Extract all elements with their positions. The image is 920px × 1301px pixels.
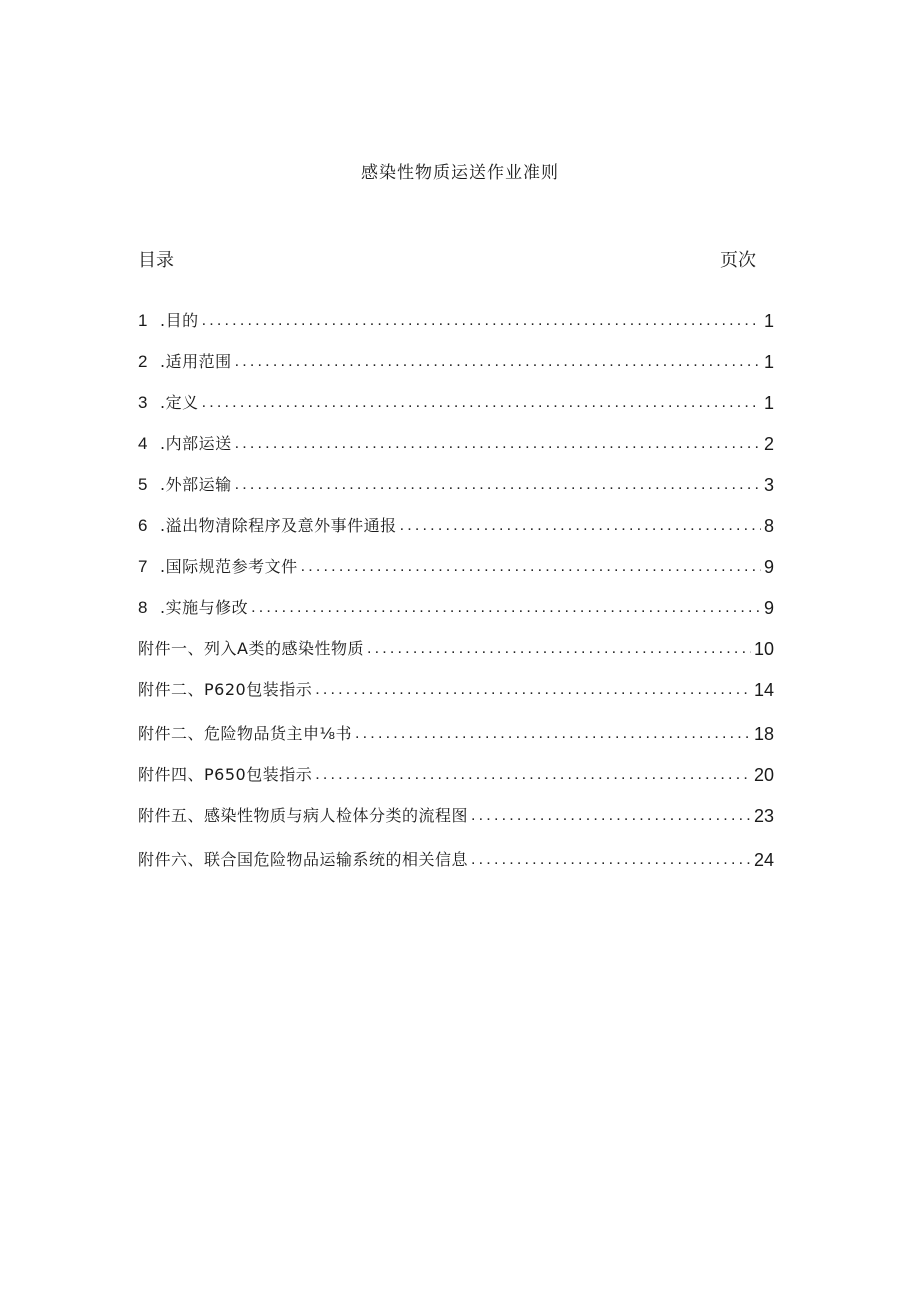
toc-leader-dots xyxy=(235,475,761,495)
toc-leader-dots xyxy=(471,850,751,870)
toc-entry-text: .溢出物清除程序及意外事件通报 xyxy=(160,516,397,535)
toc-entry-2[interactable] xyxy=(138,331,774,372)
toc-entry-page: 2 xyxy=(763,434,774,454)
toc-entry-text: .定义 xyxy=(160,393,199,412)
toc-entry-text: 附件五、感染性物质与病人检体分类的流程图 xyxy=(138,806,469,825)
toc-entry-text: .外部运输 xyxy=(160,475,232,494)
toc-entry-3[interactable] xyxy=(138,372,774,413)
toc-entry-page: 23 xyxy=(753,806,774,826)
toc-entry-page: 10 xyxy=(753,639,774,659)
toc-entry-5[interactable] xyxy=(138,454,774,495)
toc-leader-dots xyxy=(367,639,751,659)
toc-entry-text: .实施与修改 xyxy=(160,598,249,617)
toc-appendix-3[interactable] xyxy=(138,700,774,744)
toc-entry-text: 附件四、P650包装指示 xyxy=(138,765,313,784)
toc-leader-dots xyxy=(400,516,761,536)
toc-entry-number: 8 xyxy=(138,598,148,617)
toc-entry-number: 2 xyxy=(138,352,148,371)
toc-entry-page: 20 xyxy=(753,765,774,785)
toc-entry-page: 14 xyxy=(753,680,774,700)
toc-appendix-1[interactable] xyxy=(138,618,774,659)
toc-entry-text: 附件二、危险物品货主申⅛书 xyxy=(138,724,353,743)
toc-entry-4[interactable] xyxy=(138,413,774,454)
toc-entry-1[interactable] xyxy=(138,290,774,331)
toc-leader-dots xyxy=(355,724,751,744)
toc-leader-dots xyxy=(235,352,761,372)
toc-entry-page: 1 xyxy=(763,311,774,331)
toc-page-label: 页次 xyxy=(720,250,756,271)
toc-entry-8[interactable] xyxy=(138,577,774,618)
toc-entry-text: .适用范围 xyxy=(160,352,232,371)
document-title: 感染性物质运送作业准则 xyxy=(361,163,559,183)
toc-entry-7[interactable] xyxy=(138,536,774,577)
toc-entry-number: 3 xyxy=(138,393,148,412)
toc-header xyxy=(138,246,756,272)
toc-entry-text: 附件二、P620包装指示 xyxy=(138,680,313,699)
toc-entry-number: 5 xyxy=(138,475,148,494)
toc-entry-page: 24 xyxy=(753,850,774,870)
toc-appendix-5[interactable] xyxy=(138,785,774,826)
toc-appendix-4[interactable] xyxy=(138,744,774,785)
toc-leader-dots xyxy=(315,680,751,700)
toc-entry-page: 3 xyxy=(763,475,774,495)
toc-appendix-2[interactable] xyxy=(138,659,774,700)
toc-leader-dots xyxy=(235,434,761,454)
toc-entry-text: .内部运送 xyxy=(160,434,232,453)
toc-appendix-6[interactable] xyxy=(138,826,774,870)
toc-entry-text: .国际规范参考文件 xyxy=(160,557,298,576)
toc-leader-dots xyxy=(202,311,761,331)
toc-leader-dots xyxy=(202,393,761,413)
toc-entry-text: 附件六、联合国危险物品运输系统的相关信息 xyxy=(138,850,469,869)
toc-entry-number: 1 xyxy=(138,311,148,330)
table-of-contents xyxy=(138,290,774,870)
toc-leader-dots xyxy=(251,598,761,618)
toc-entry-6[interactable] xyxy=(138,495,774,536)
toc-entry-page: 8 xyxy=(763,516,774,536)
toc-entry-text: 附件一、列入A类的感染性物质 xyxy=(138,639,364,658)
toc-leader-dots xyxy=(315,765,751,785)
toc-leader-dots xyxy=(471,806,751,826)
toc-entry-number: 7 xyxy=(138,557,148,576)
toc-leader-dots xyxy=(301,557,761,577)
toc-entry-text: .目的 xyxy=(160,311,199,330)
toc-label: 目录 xyxy=(138,250,174,271)
toc-entry-page: 18 xyxy=(753,724,774,744)
toc-entry-number: 6 xyxy=(138,516,148,535)
toc-entry-page: 1 xyxy=(763,393,774,413)
toc-entry-page: 1 xyxy=(763,352,774,372)
toc-entry-number: 4 xyxy=(138,434,148,453)
toc-entry-page: 9 xyxy=(763,557,774,577)
toc-entry-page: 9 xyxy=(763,598,774,618)
